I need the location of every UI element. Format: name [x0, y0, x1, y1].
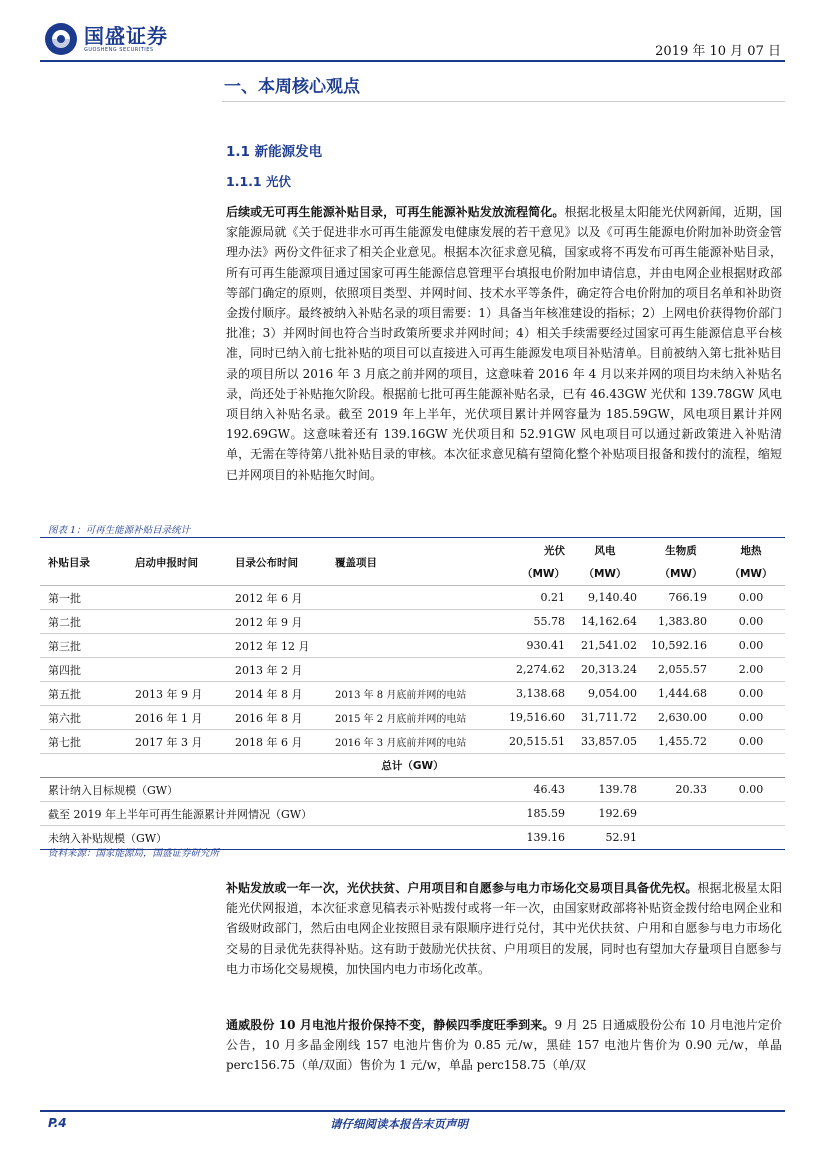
table-caption: 图表 1：可再生能源补贴目录统计: [48, 525, 191, 536]
page-number: P.4: [48, 1116, 67, 1130]
paragraph-body: 根据北极星太阳能光伏网新闻，近期，国家能源局就《关于促进非水可再生能源发电健康发展的若干意见》以及《可再生能源电价附加补助资金管理办法》两份文件征求了相关企业意见。根据本次征求意见稿，国家或将不再发布可再生能源补贴目录，所有可再生能源项目通过国家可再生能源信息管理平台填报电价附加申请信息，并由电网企业根据财政部等部门确定的原则，依照项目类型、并网时间、技术水平等条件，确定符合电价附加的项目名单和补助资金拨付顺序。最终被纳入补贴名录的项目需要：1）具备当年核准建设的指标；2）上网电价获得物价部门批准；3）并网时间也符合当时政策所要求并网时间；4）相关手续需要经过国家可再生能源信息平台核准，同时已纳入前七批补贴的项目可以直接进入可再生能源发电项目补贴清单。目前被纳入第七批补贴目录的项目所以 2016 年 3 月底之前并网的项目，这意味着 2016 年 4 月以来并网的项目均未纳入补贴名录，尚还处于补贴拖欠阶段。根据前七批可再生能源补贴名录，已有 46.43GW 光伏和 139.78GW 风电项目纳入补贴名录。截至 2019 年上半年，光伏项目累计并网容量为 185.59GW，风电项目累计并网 192.69GW。这意味着还有 139.16GW 光伏项目和 52.91GW 风电项目可以通过新政策进入补贴清单，无需在等待第八批补贴目录的审核。本次征求意见稿有望简化整个补贴项目报备和拨付的流程，缩短已并网项目的补贴拖欠时间。: [226, 205, 782, 482]
logo-name-cn: 国盛证券: [84, 24, 168, 48]
col-geo: 地热: [740, 545, 762, 557]
summary-row: 截至 2019 年上半年可再生能源累计并网情况（GW） 185.59 192.69: [40, 802, 785, 826]
table-row: 第一批 2012 年 6 月 0.21 9,140.40 766.19 0.00: [40, 586, 785, 610]
unit-geo: （MW）: [717, 562, 785, 586]
paragraph-body: 9 月 25 日通威股份公布 10 月电池片定价公告，10 月多晶金刚线 157 电池片售价为 0.85 元/w，黑硅 157 电池片售价为 0.90 元/w，单晶 perc156.75（单/双面）售价为 1 元/w，单晶 perc158.75（单/双: [226, 1018, 783, 1073]
summary-row: 累计纳入目标规模（GW） 46.43 139.78 20.33 0.00: [40, 778, 785, 802]
table-row: 第三批 2012 年 12 月 930.41 21,541.02 10,592.16 0.00: [40, 634, 785, 658]
table-row: 第七批 2017 年 3 月 2018 年 6 月 2016 年 3 月底前并网的电站 20,515.51 33,857.05 1,455.72 0.00: [40, 730, 785, 754]
table-top-rule: [40, 537, 785, 538]
table-header-row: [40, 539, 785, 562]
company-logo: [44, 22, 168, 56]
subsidy-catalog-table: [40, 539, 785, 850]
section-heading: 一、本周核心观点: [224, 77, 360, 97]
table-row: 第二批 2012 年 9 月 55.78 14,162.64 1,383.80 0.00: [40, 610, 785, 634]
col-batch: 补贴目录: [40, 539, 135, 586]
paragraph-body: 根据北极星太阳能光伏网报道，本次征求意见稿表示补贴拨付或将一年一次，由国家财政部将补贴资金拨付给电网企业和省级财政部门，然后由电网企业按照目录有限顺序进行兑付，其中光伏扶贫、户用和自愿参与电力市场化交易的目录优先获得补贴。这有助于鼓励光伏扶贫、户用项目的发展，同时也有望加大存量项目自愿参与电力市场化交易规模，加快国内电力市场化改革。: [226, 881, 782, 976]
paragraph-lead: 补贴发放或一年一次，光伏扶贫、户用项目和自愿参与电力市场化交易项目具备优先权。: [226, 881, 698, 895]
logo-name-en: GUOSHENG SECURITIES: [84, 47, 154, 53]
section-heading-rule: [222, 101, 785, 102]
col-cover: 覆盖项目: [335, 539, 495, 586]
unit-bio: （MW）: [645, 562, 717, 586]
col-bio: 生物质: [665, 545, 697, 557]
header-divider: [40, 60, 785, 62]
summary-row: 未纳入补贴规模（GW） 139.16 52.91: [40, 826, 785, 850]
paragraph-subsidy-catalog: [226, 202, 782, 485]
table-row: 第五批 2013 年 9 月 2014 年 8 月 2013 年 8 月底前并网的电站 3,138.68 9,054.00 1,444.68 0.00: [40, 682, 785, 706]
paragraph-tongwei-pricing: [226, 1015, 782, 1076]
unit-wind: （MW）: [565, 562, 645, 586]
unit-pv: （MW）: [495, 562, 565, 586]
subsection-heading: 1.1 新能源发电: [226, 144, 323, 160]
col-start: 启动申报时间: [135, 539, 235, 586]
subsubsection-heading: 1.1.1 光伏: [226, 174, 291, 189]
total-label: 总计（GW）: [40, 754, 785, 778]
table-row: 第四批 2013 年 2 月 2,274.62 20,313.24 2,055.57 2.00: [40, 658, 785, 682]
table-total-row: [40, 754, 785, 778]
table-source: 资料来源：国家能源局，国盛证券研究所: [48, 848, 220, 859]
col-publish: 目录公布时间: [235, 539, 335, 586]
logo-mark-icon: [44, 22, 78, 56]
footer-divider: [40, 1110, 785, 1112]
paragraph-lead: 通威股份 10 月电池片报价保持不变，静候四季度旺季到来。: [226, 1018, 555, 1032]
report-date: 2019 年 10 月 07 日: [655, 44, 781, 59]
table-row: 第六批 2016 年 1 月 2016 年 8 月 2015 年 2 月底前并网的电站 19,516.60 31,711.72 2,630.00 0.00: [40, 706, 785, 730]
footer-disclaimer: 请仔细阅读本报告末页声明: [330, 1117, 468, 1131]
paragraph-subsidy-frequency: [226, 878, 782, 979]
col-wind: 风电: [594, 545, 616, 557]
paragraph-lead: 后续或无可再生能源补贴目录，可再生能源补贴发放流程简化。: [226, 205, 565, 219]
col-pv: 光伏: [544, 545, 565, 557]
